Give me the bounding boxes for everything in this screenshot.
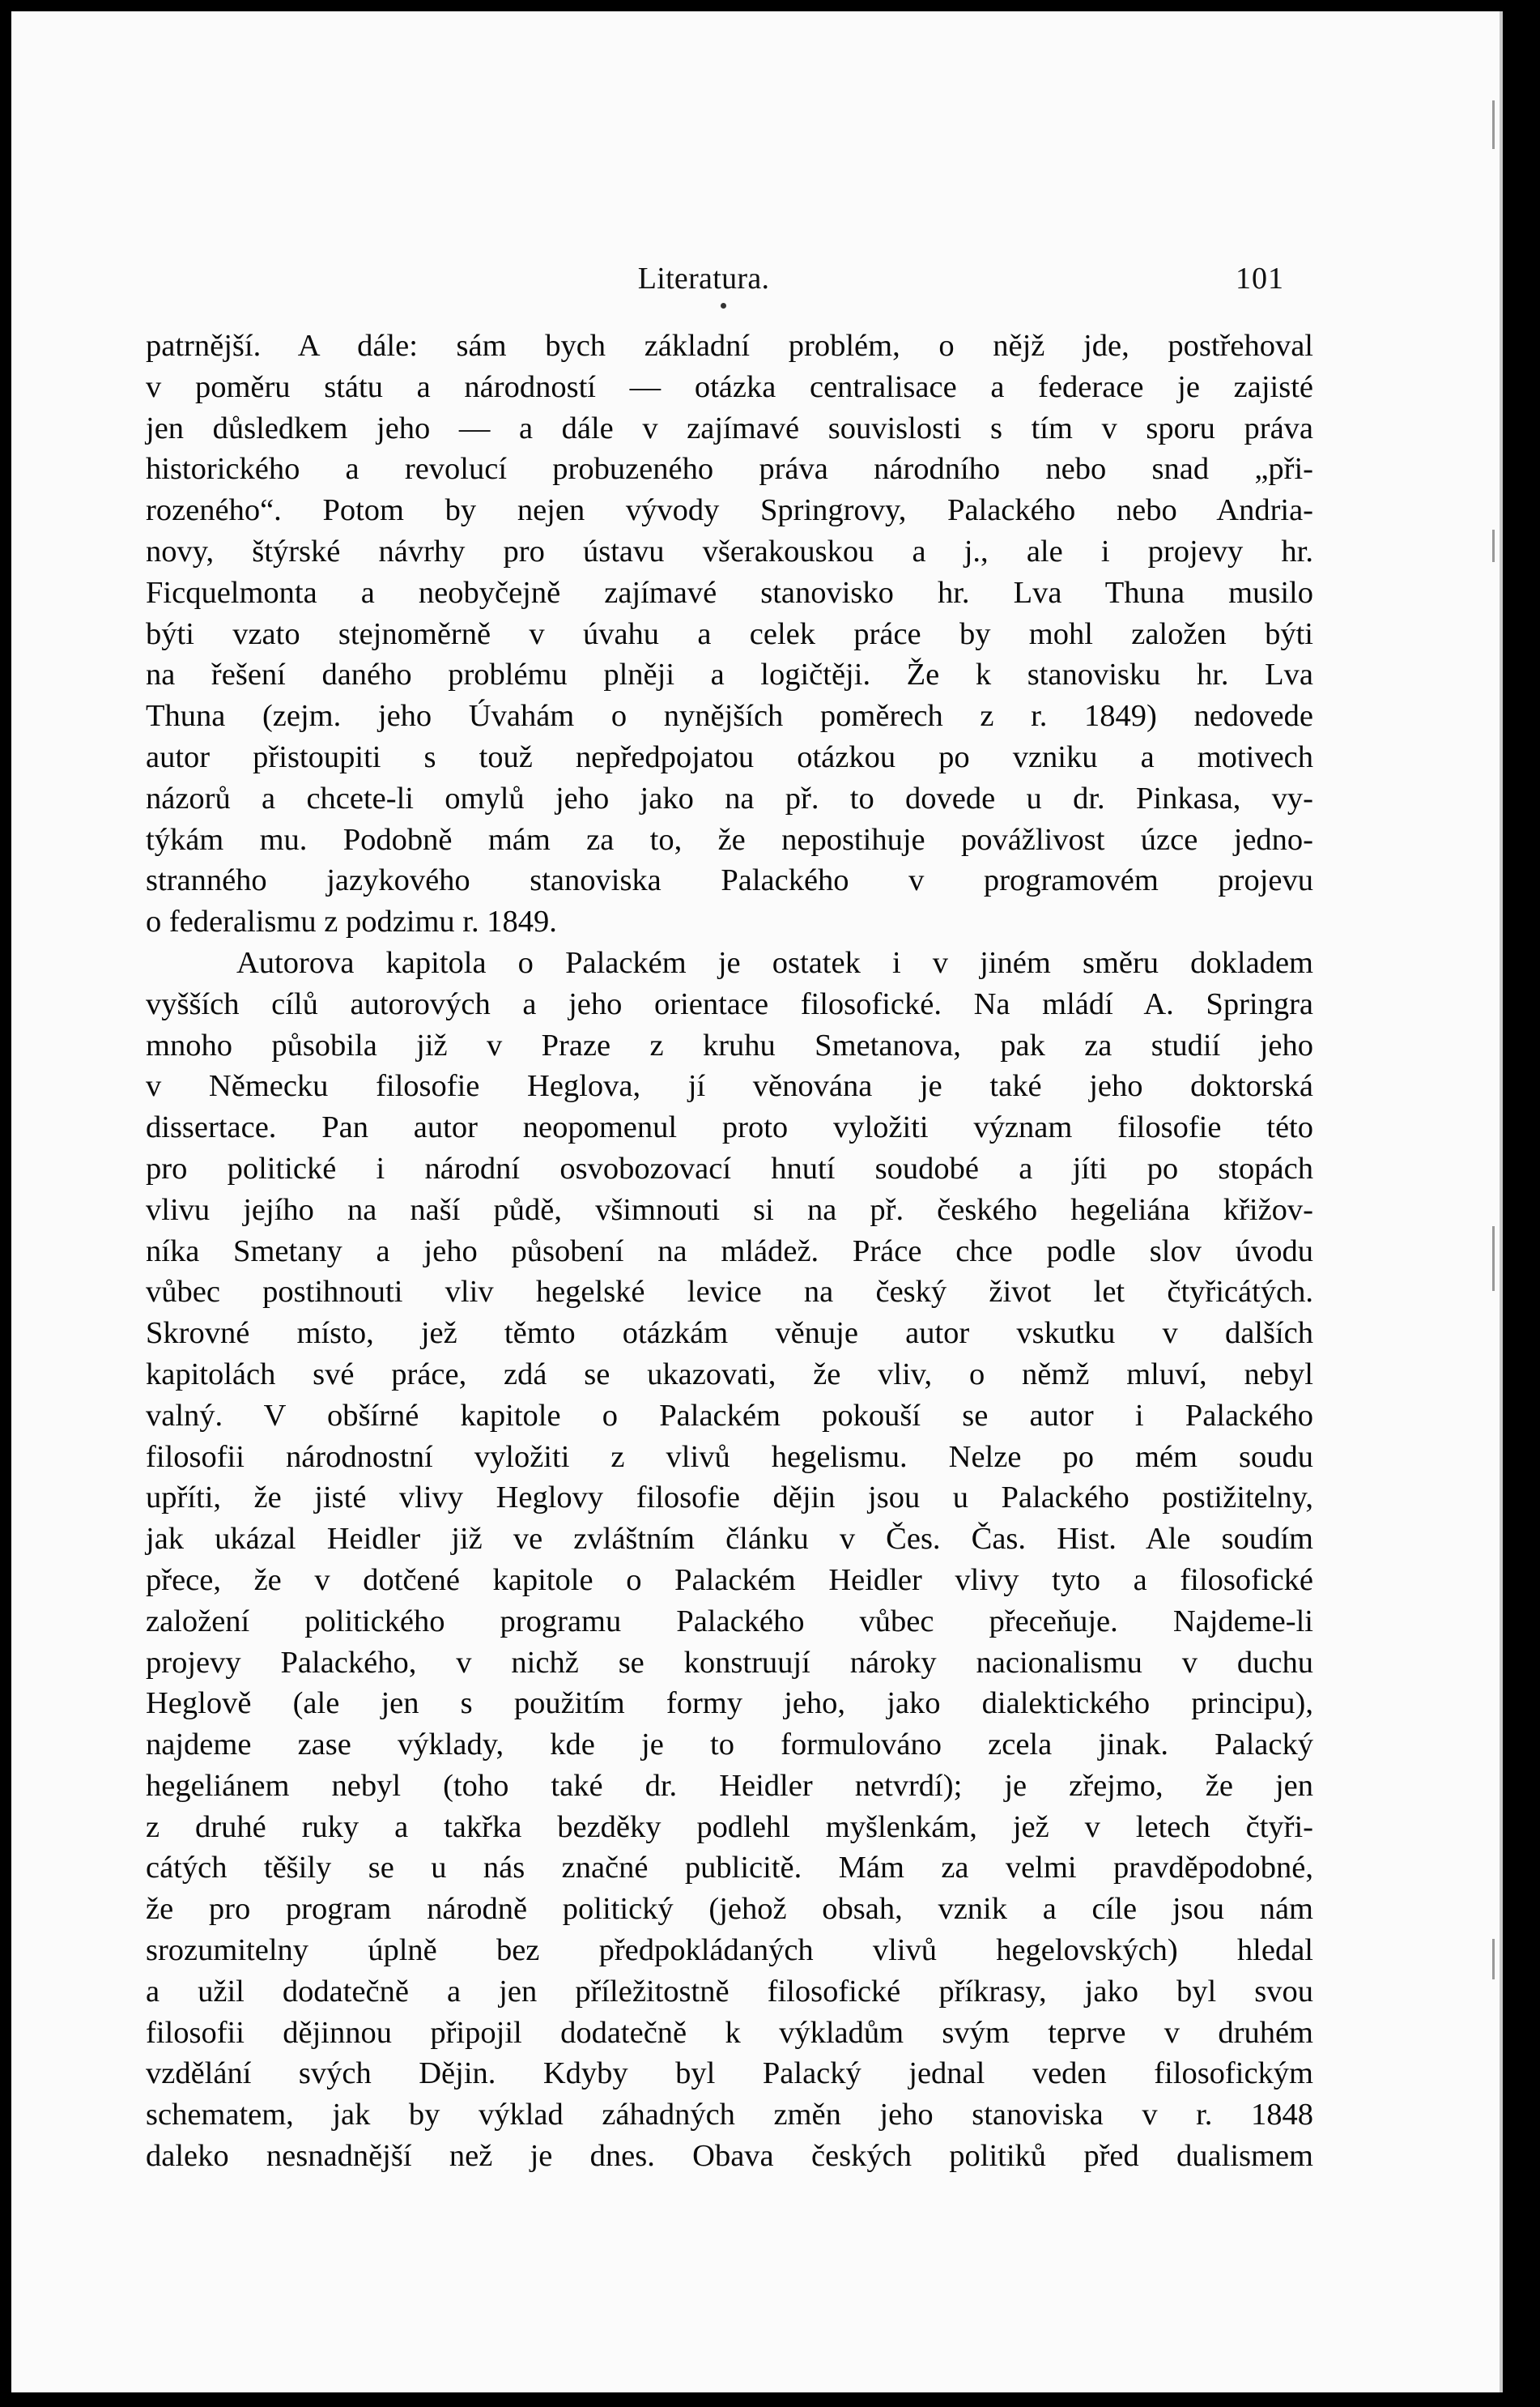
text-line: vlivu jejího na naší půdě, všimnouti si na př. českého hegeliána křižov- [146, 1192, 1313, 1227]
text-line: mnoho působila již v Praze z kruhu Smetanova, pak za studií jeho [146, 1028, 1313, 1063]
page-number: 101 [1236, 262, 1284, 296]
body-text [146, 326, 1313, 2177]
text-line: o federalismu z podzimu r. 1849. [146, 905, 557, 939]
text-line: novy, štýrské návrhy pro ústavu všerakouskou a j., ale i projevy hr. [146, 534, 1313, 569]
text-line: názorů a chcete-li omylů jeho jako na př. to dovede u dr. Pinkasa, vy- [146, 781, 1313, 816]
text-line: vzdělání svých Dějin. Kdyby byl Palacký jednal veden filosofickým [146, 2056, 1313, 2091]
text-line: že pro program národně politický (jehož obsah, vznik a cíle jsou nám [146, 1892, 1313, 1927]
text-line: z druhé ruky a takřka bezděky podlehl myšlenkám, jež v letech čtyři- [146, 1809, 1313, 1844]
scan-edge-mark [1492, 100, 1495, 149]
text-line: založení politického programu Palackého vůbec přeceňuje. Najdeme-li [146, 1604, 1313, 1638]
text-line: stranného jazykového stanoviska Palackého v programovém projevu [146, 863, 1313, 898]
text-line: filosofii národnostní vyložiti z vlivů hegelismu. Nelze po mém soudu [146, 1439, 1313, 1474]
text-line: filosofii dějinnou připojil dodatečně k výkladům svým teprve v druhém [146, 2015, 1313, 2050]
scan-edge-mark [1492, 530, 1495, 562]
text-line: jen důsledkem jeho — a dále v zajímavé souvislosti s tím v sporu práva [146, 411, 1313, 445]
text-line: projevy Palackého, v nichž se konstruují nároky nacionalismu v duchu [146, 1645, 1313, 1680]
text-line: na řešení daného problému plněji a logičtěji. Že k stanovisku hr. Lva [146, 658, 1313, 692]
text-line: autor přistoupiti s touž nepředpojatou otázkou po vzniku a motivech [146, 739, 1313, 774]
text-line: vůbec postihnouti vliv hegelské levice na český život let čtyřicátých. [146, 1275, 1313, 1310]
text-line: upříti, že jisté vlivy Heglovy filosofie dějin jsou u Palackého postižitelny, [146, 1480, 1313, 1515]
text-line: cátých těšily se u nás značné publicitě. Mám za velmi pravděpodobné, [146, 1851, 1313, 1885]
text-line: pro politické i národní osvobozovací hnutí soudobé a jíti po stopách [146, 1151, 1313, 1186]
text-line: níka Smetany a jeho působení na mládež. Práce chce podle slov úvodu [146, 1233, 1313, 1268]
text-line: patrnější. A dále: sám bych základní problém, o nějž jde, postřehoval [146, 329, 1313, 363]
text-line: jak ukázal Heidler již ve zvláštním článku v Čes. Čas. Hist. Ale soudím [146, 1522, 1313, 1557]
running-title: Literatura. [637, 262, 770, 296]
book-page [11, 11, 1503, 2392]
text-line: daleko nesnadnější než je dnes. Obava českých politiků před dualismem [146, 2139, 1313, 2174]
text-line: dissertace. Pan autor neopomenul proto vyložiti význam filosofie této [146, 1110, 1313, 1145]
text-line: Thuna (zejm. jeho Úvahám o nynějších poměrech z r. 1849) nedovede [146, 699, 1313, 734]
text-line: valný. V obšírné kapitole o Palackém pokouší se autor i Palackého [146, 1398, 1313, 1433]
text-line: najdeme zase výklady, kde je to formulováno zcela jinak. Palacký [146, 1728, 1313, 1762]
text-line: v poměru státu a národností — otázka centralisace a federace je zajisté [146, 369, 1313, 404]
text-line: a užil dodatečně a jen příležitostně filosofické příkrasy, jako byl svou [146, 1974, 1313, 2009]
text-line: historického a revolucí probuzeného práva národního nebo snad „při- [146, 452, 1313, 487]
text-line: týkám mu. Podobně mám za to, že nepostihuje povážlivost úzce jedno- [146, 822, 1313, 857]
text-line: hegeliánem nebyl (toho také dr. Heidler netvrdí); je zřejmo, že jen [146, 1768, 1313, 1803]
text-line: Heglově (ale jen s použitím formy jeho, jako dialektického principu), [146, 1686, 1313, 1721]
text-line: kapitolách své práce, zdá se ukazovati, že vliv, o němž mluví, nebyl [146, 1357, 1313, 1391]
text-line: přece, že v dotčené kapitole o Palackém Heidler vlivy tyto a filosofické [146, 1562, 1313, 1597]
text-line: rozeného“. Potom by nejen vývody Springrovy, Palackého nebo Andria- [146, 493, 1313, 528]
text-line: Skrovné místo, jež těmto otázkám věnuje autor vskutku v dalších [146, 1316, 1313, 1351]
text-line: Ficquelmonta a neobyčejně zajímavé stanovisko hr. Lva Thuna musilo [146, 575, 1313, 610]
scan-edge-mark [1492, 1939, 1495, 1979]
print-speck [721, 303, 726, 309]
scan-edge-mark [1492, 1226, 1495, 1291]
text-line: schematem, jak by výklad záhadných změn jeho stanoviska v r. 1848 [146, 2098, 1313, 2132]
text-line: srozumitelny úplně bez předpokládaných vlivů hegelovských) hledal [146, 1933, 1313, 1968]
text-line: vyšších cílů autorových a jeho orientace filosofické. Na mládí A. Springra [146, 986, 1313, 1021]
text-line: v Německu filosofie Heglova, jí věnována je také jeho doktorská [146, 1069, 1313, 1104]
text-line: Autorova kapitola o Palackém je ostatek i v jiném směru dokladem [236, 945, 1313, 980]
text-line: býti vzato stejnoměrně v úvahu a celek práce by mohl založen býti [146, 616, 1313, 651]
running-head [11, 261, 1500, 301]
